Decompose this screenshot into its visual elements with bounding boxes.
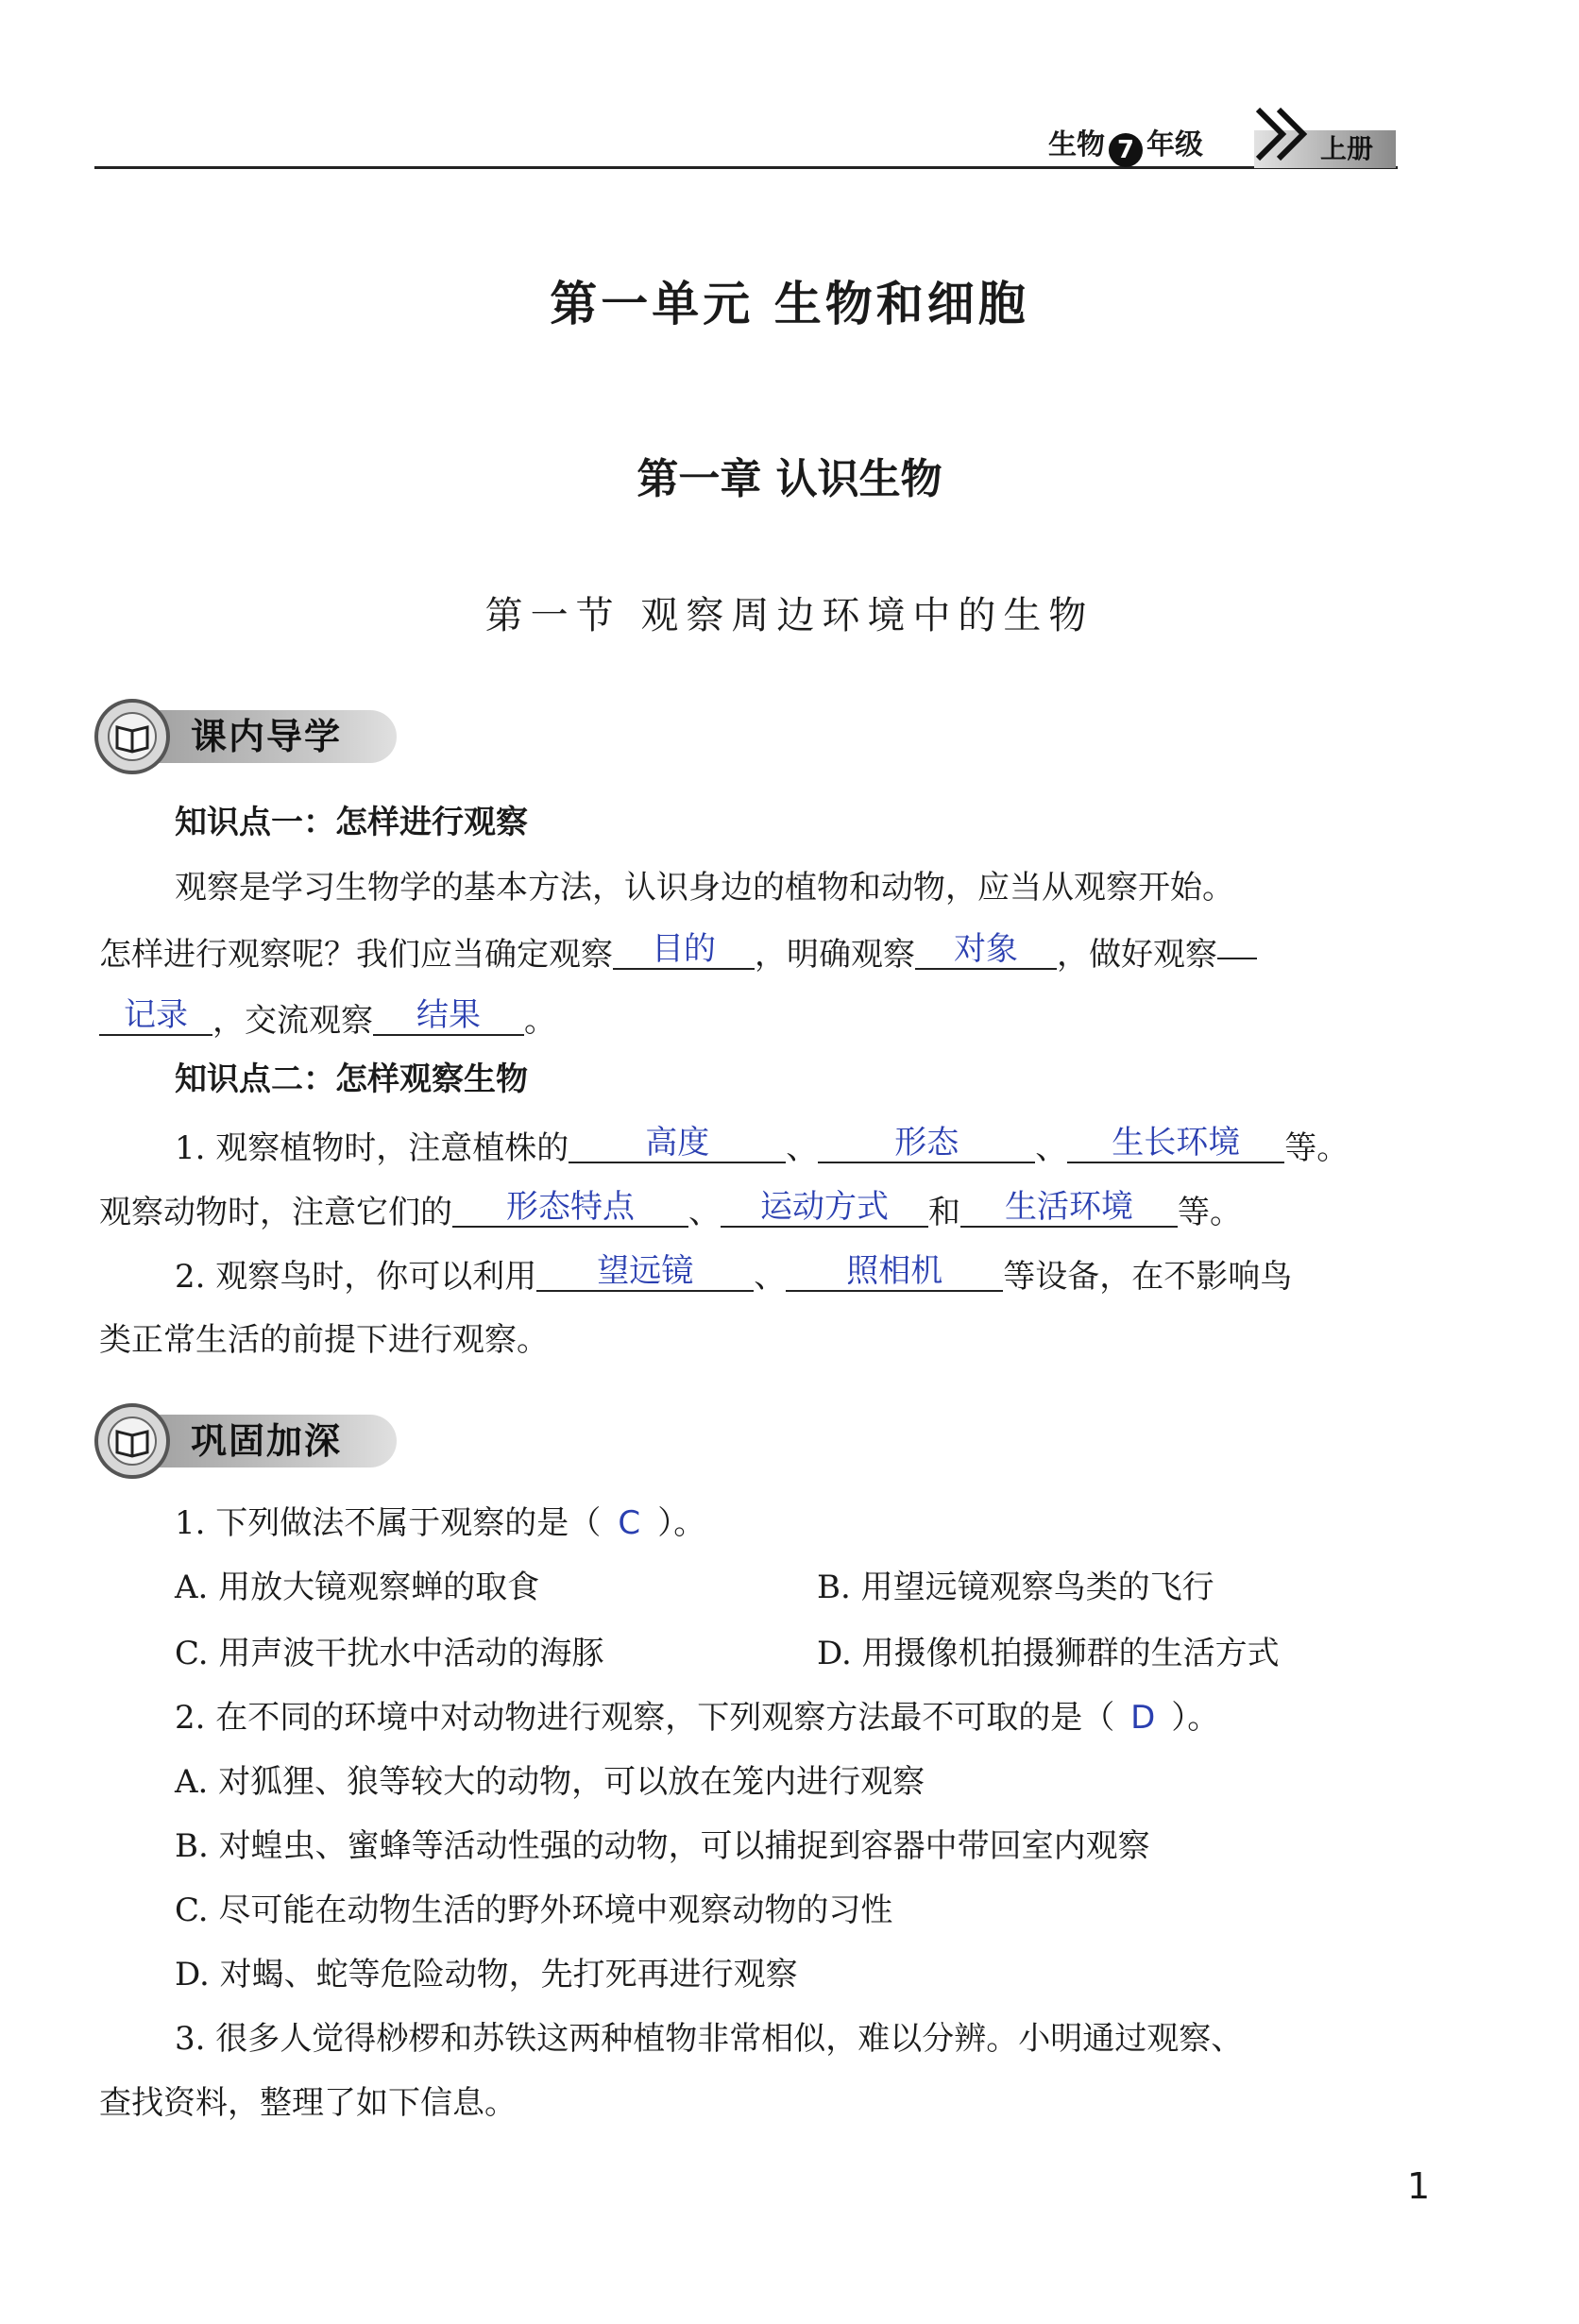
blank-answer: 对象 — [915, 930, 1057, 970]
q2-option-a: A. 对狐狸、狼等较大的动物，可以放在笼内进行观察 — [175, 1763, 925, 1801]
blank-answer: 高度 — [569, 1124, 786, 1163]
blank-answer: 生长环境 — [1067, 1124, 1284, 1163]
grade-label: 年级 — [1146, 128, 1203, 161]
kp2-line4: 类正常生活的前提下进行观察。 — [99, 1321, 549, 1359]
chapter-title: 第一章 认识生物 — [637, 455, 942, 503]
blank-answer: 形态 — [818, 1124, 1035, 1163]
kp1-title: 知识点一：怎样进行观察 — [175, 804, 528, 841]
q1-option-d: D. 用摄像机拍摄狮群的生活方式 — [817, 1635, 1280, 1672]
kp1-line2: 怎样进行观察呢？我们应当确定观察 目的 ，明确观察 对象 ，做好观察 — [99, 930, 1257, 978]
q1-answer: C — [618, 1504, 641, 1542]
blank-answer: 运动方式 — [721, 1188, 928, 1228]
kp1-line1: 观察是学习生物学的基本方法，认识身边的植物和动物，应当从观察开始。 — [175, 869, 1234, 907]
subject-label: 生物 — [1048, 128, 1105, 161]
volume-label: 上册 — [1320, 133, 1374, 164]
banner-badge — [94, 699, 170, 774]
book-icon — [110, 714, 155, 759]
kp2-line1: 1. 观察植物时，注意植株的 高度 、 形态 、 生长环境 等。 — [175, 1124, 1350, 1167]
banner-consolidate — [94, 1403, 397, 1479]
q3-line1: 3. 很多人觉得桫椤和苏铁这两种植物非常相似，难以分辨。小明通过观察、 — [175, 2020, 1244, 2058]
blank-answer: 目的 — [613, 930, 755, 970]
blank-answer: 照相机 — [786, 1252, 1003, 1292]
q2-option-c: C. 尽可能在动物生活的野外环境中观察动物的习性 — [175, 1891, 893, 1929]
book-icon — [110, 1418, 155, 1464]
page-number: 1 — [1407, 2165, 1431, 2207]
grade-number-badge: 7 — [1109, 133, 1143, 167]
q2-answer: D — [1130, 1699, 1156, 1737]
kp2-line2: 观察动物时，注意它们的 形态特点 、 运动方式 和 生活环境 等。 — [99, 1188, 1242, 1231]
q1-stem: 1. 下列做法不属于观察的是（ C ）。 — [175, 1500, 705, 1547]
q2-stem: 2. 在不同的环境中对动物进行观察，下列观察方法最不可取的是（ D ）。 — [175, 1694, 1219, 1741]
blank-answer: 形态特点 — [452, 1188, 688, 1228]
kp2-line3: 2. 观察鸟时，你可以利用 望远镜 、 照相机 等设备，在不影响鸟 — [175, 1252, 1293, 1296]
header-subject — [1048, 127, 1203, 167]
blank-answer: 生活环境 — [960, 1188, 1178, 1228]
banner-badge — [94, 1403, 170, 1479]
banner-in-class-guide — [94, 699, 397, 774]
q3-line2: 查找资料，整理了如下信息。 — [99, 2084, 517, 2122]
banner-label: 巩固加深 — [191, 1420, 343, 1462]
blank-continuation — [1217, 958, 1257, 959]
banner-label: 课内导学 — [191, 716, 343, 757]
blank-answer: 记录 — [99, 996, 212, 1036]
q2-option-d: D. 对蝎、蛇等危险动物，先打死再进行观察 — [175, 1956, 798, 1993]
q1-option-a: A. 用放大镜观察蝉的取食 — [175, 1569, 540, 1606]
blank-answer: 结果 — [373, 996, 524, 1036]
kp1-line3: 记录 ，交流观察 结果 。 — [99, 996, 556, 1044]
section-title: 第一节 观察周边环境中的生物 — [484, 594, 1095, 637]
unit-title: 第一单元 生物和细胞 — [550, 277, 1029, 331]
kp2-title: 知识点二：怎样观察生物 — [175, 1060, 528, 1098]
q1-option-b: B. 用望远镜观察鸟类的飞行 — [817, 1569, 1214, 1606]
blank-answer: 望远镜 — [536, 1252, 754, 1292]
double-chevron-icon — [1254, 104, 1313, 164]
q1-option-c: C. 用声波干扰水中活动的海豚 — [175, 1635, 604, 1672]
q2-option-b: B. 对蝗虫、蜜蜂等活动性强的动物，可以捕捉到容器中带回室内观察 — [175, 1827, 1150, 1865]
